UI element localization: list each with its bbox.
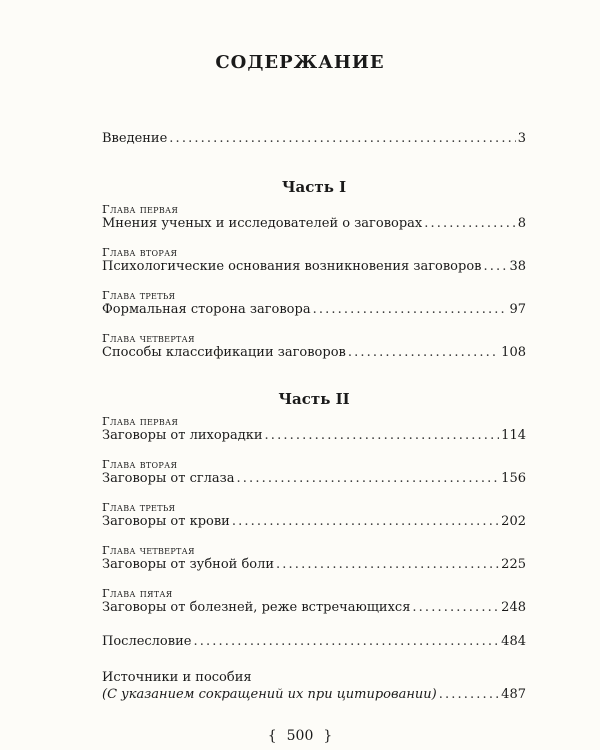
toc-entry-label: Заговоры от зубной боли [102, 557, 275, 572]
toc-entry[interactable] [102, 428, 526, 444]
toc-entry-page: 8 [517, 216, 526, 231]
toc-entry-page: 97 [509, 302, 526, 317]
toc-entry-page: 487 [501, 687, 526, 702]
chapter-heading: Глава пятая [102, 586, 173, 600]
part-heading: Часть I [281, 178, 347, 196]
toc-entry-sources[interactable] [102, 687, 526, 703]
chapter-heading: Глава первая [102, 414, 179, 428]
toc-entry[interactable] [102, 345, 526, 361]
toc-entry[interactable] [102, 471, 526, 487]
toc-entry-page: 114 [501, 428, 526, 443]
left-brace: { [267, 728, 277, 744]
page-number: 500 [286, 728, 314, 744]
chapter-heading: Глава третья [102, 500, 176, 514]
toc-entry-label: Источники и пособия [102, 670, 252, 685]
page-number-footer [0, 728, 600, 744]
chapter-heading: Глава четвертая [102, 543, 195, 557]
leader-dots [348, 345, 499, 361]
leader-dots [439, 687, 499, 703]
toc-entry-label: Заговоры от сглаза [102, 471, 235, 486]
leader-dots [193, 634, 499, 650]
toc-entry-page: 484 [501, 634, 526, 649]
toc-entry-label: Заговоры от болезней, реже встречающихся [102, 600, 411, 615]
toc-entry-label: Заговоры от крови [102, 514, 230, 529]
toc-entry[interactable] [102, 514, 526, 530]
chapter-heading: Глава четвертая [102, 331, 195, 345]
part-heading: Часть II [278, 390, 350, 408]
toc-entry[interactable] [102, 302, 526, 318]
toc-entry-label: Способы классификации заговоров [102, 345, 346, 360]
chapter-heading: Глава вторая [102, 245, 178, 259]
leader-dots [232, 514, 499, 530]
toc-entry[interactable] [102, 259, 526, 275]
chapter-heading: Глава третья [102, 288, 176, 302]
toc-entry-intro[interactable] [102, 131, 526, 147]
chapter-heading: Глава первая [102, 202, 179, 216]
toc-entry-sources-label[interactable] [102, 670, 526, 686]
toc-entry-page: 108 [501, 345, 526, 360]
toc-entry-label: Мнения ученых и исследователей о заговорах [102, 216, 423, 231]
leader-dots [276, 557, 499, 573]
toc-entry-label: Введение [102, 131, 168, 146]
chapter-heading: Глава вторая [102, 457, 178, 471]
right-brace: } [323, 728, 333, 744]
toc-entry-page: 38 [509, 259, 526, 274]
leader-dots [237, 471, 500, 487]
leader-dots [313, 302, 508, 318]
toc-entry-note: (С указанием сокращений их при цитировании) [102, 687, 437, 702]
toc-entry-label: Психологические основания возникновения заговоров [102, 259, 482, 274]
toc-entry-page: 3 [517, 131, 526, 146]
leader-dots [169, 131, 515, 147]
leader-dots [483, 259, 507, 275]
leader-dots [412, 600, 499, 616]
page-title: СОДЕРЖАНИЕ [215, 52, 385, 73]
toc-entry-page: 202 [501, 514, 526, 529]
toc-entry-label: Формальная сторона заговора [102, 302, 311, 317]
toc-entry-afterword[interactable] [102, 634, 526, 650]
toc-entry-page: 248 [501, 600, 526, 615]
toc-entry-label: Послесловие [102, 634, 192, 649]
toc-entry[interactable] [102, 216, 526, 232]
toc-entry-label: Заговоры от лихорадки [102, 428, 263, 443]
leader-dots [265, 428, 500, 444]
toc-entry-page: 156 [501, 471, 526, 486]
leader-dots [424, 216, 515, 232]
toc-entry[interactable] [102, 600, 526, 616]
toc-entry[interactable] [102, 557, 526, 573]
toc-entry-page: 225 [501, 557, 526, 572]
